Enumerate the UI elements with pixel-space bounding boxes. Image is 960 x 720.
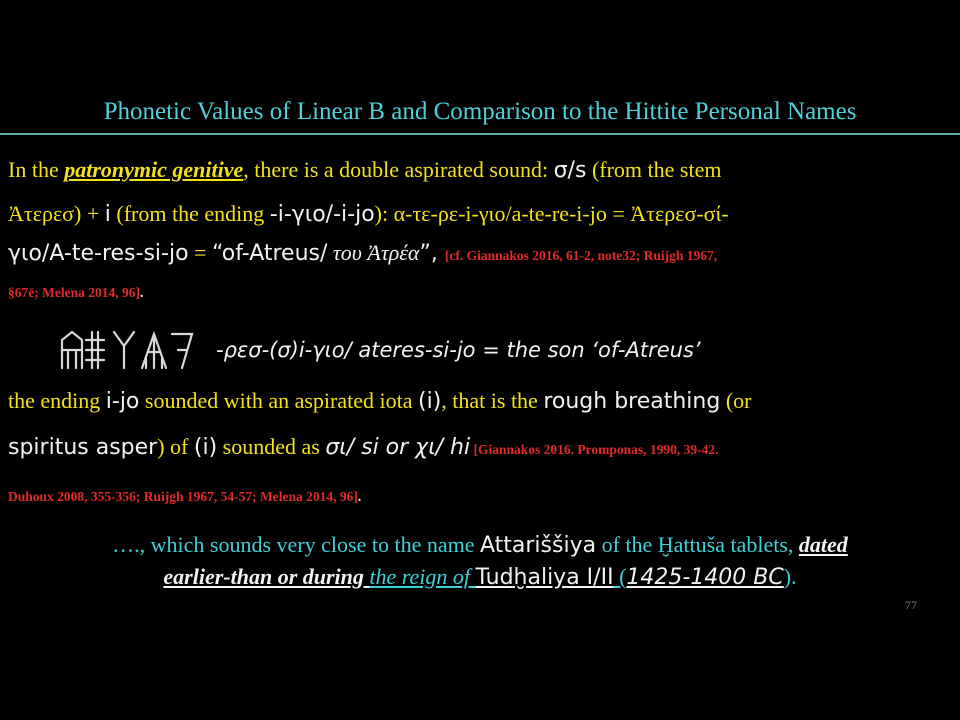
earlier-than-term: earlier-than or during — [163, 564, 370, 589]
si-hi-forms: σι/ si or χι/ hi — [325, 435, 471, 460]
of-atreus-quote: “of-Atreus/ — [211, 241, 328, 266]
paragraph-3-line-2 — [0, 564, 960, 590]
patronymic-genitive-term: patronymic genitive — [64, 157, 244, 182]
text-segment: of the Ḫattuša tablets, — [596, 532, 799, 557]
text-segment: , there is a double aspirated sound: — [243, 157, 554, 182]
text-segment: , that is the — [441, 388, 544, 413]
text-segment: sounded as — [217, 434, 326, 459]
iota-symbol: (i) — [418, 389, 442, 414]
text-segment: (from the ending — [110, 201, 270, 226]
citation: Duhoux 2008, 355-356; Ruijgh 1967, 54-57; Melena 2014, 96] — [8, 489, 358, 504]
dated-term: dated — [798, 532, 848, 557]
iota-symbol: (i) — [193, 435, 218, 460]
paragraph-3-line-1 — [0, 532, 960, 558]
ending-form: i-jo — [105, 389, 140, 414]
attarissiya-name: Attariššiya — [479, 533, 597, 558]
text-segment: Ἀτερεσ) + — [8, 201, 105, 226]
text-segment: ) of — [157, 434, 194, 459]
paragraph-1-line-4 — [8, 284, 143, 302]
text-segment: In the — [8, 157, 65, 182]
text-segment: ”, — [419, 241, 445, 266]
paragraph-2-line-2 — [8, 434, 719, 460]
title-divider — [0, 133, 960, 135]
slide-title: Phonetic Values of Linear B and Comparison to the Hittite Personal Names — [103, 98, 857, 125]
text-segment: . — [139, 285, 144, 300]
text-segment: ( — [613, 564, 627, 589]
reign-of-term: the reign of — [369, 564, 476, 589]
spiritus-asper-term: spiritus asper — [8, 435, 158, 460]
rough-breathing-term: rough breathing — [543, 389, 721, 414]
paragraph-1-line-2 — [8, 201, 729, 227]
text-segment: sounded with an aspirated iota — [139, 388, 418, 413]
linear-b-signs-icon — [58, 328, 206, 372]
citation: [cf. Giannakos 2016, 61-2, note32; Ruijgh 1967, — [444, 248, 718, 263]
text-segment: (from the stem — [586, 157, 722, 182]
sigma-s-symbol: σ/s — [553, 158, 587, 183]
text-segment: . — [357, 489, 362, 504]
iota-symbol: i — [104, 202, 111, 227]
genitive-form: γιο/A-te-res-si-jo — [8, 241, 189, 266]
greek-quote: του Ἀτρέα — [327, 240, 420, 265]
text-segment: ): α-τε-ρε-i-γιο/a-te-re-i-jo = Ἀτερεσ-σί- — [374, 201, 729, 226]
text-segment: (or — [720, 388, 752, 413]
text-segment: ). — [783, 564, 797, 589]
citation: §67ē; Melena 2014, 96] — [8, 285, 140, 300]
text-segment: = — [188, 240, 212, 265]
paragraph-1-line-3 — [8, 240, 717, 266]
linear-b-transliteration: -ρεσ-(σ)i-γιο/ ateres-si-jo = the son ‘of-Atreus’ — [216, 338, 701, 362]
linear-b-row — [58, 328, 701, 372]
tudhaliya-name: Tudḫaliya I/II — [475, 565, 614, 590]
text-segment: the ending — [8, 388, 106, 413]
date-range: 1425-1400 BC — [626, 565, 784, 590]
paragraph-1-line-1 — [8, 157, 721, 183]
citation: [Giannakos 2016. Promponas, 1990, 39-42. — [470, 442, 719, 457]
page-number: 77 — [905, 598, 917, 612]
paragraph-2-line-1 — [8, 388, 751, 414]
ending-form: -i-γιο/-i-jo — [269, 202, 375, 227]
text-segment: …., which sounds very close to the name — [112, 532, 480, 557]
paragraph-2-line-3 — [8, 488, 361, 506]
